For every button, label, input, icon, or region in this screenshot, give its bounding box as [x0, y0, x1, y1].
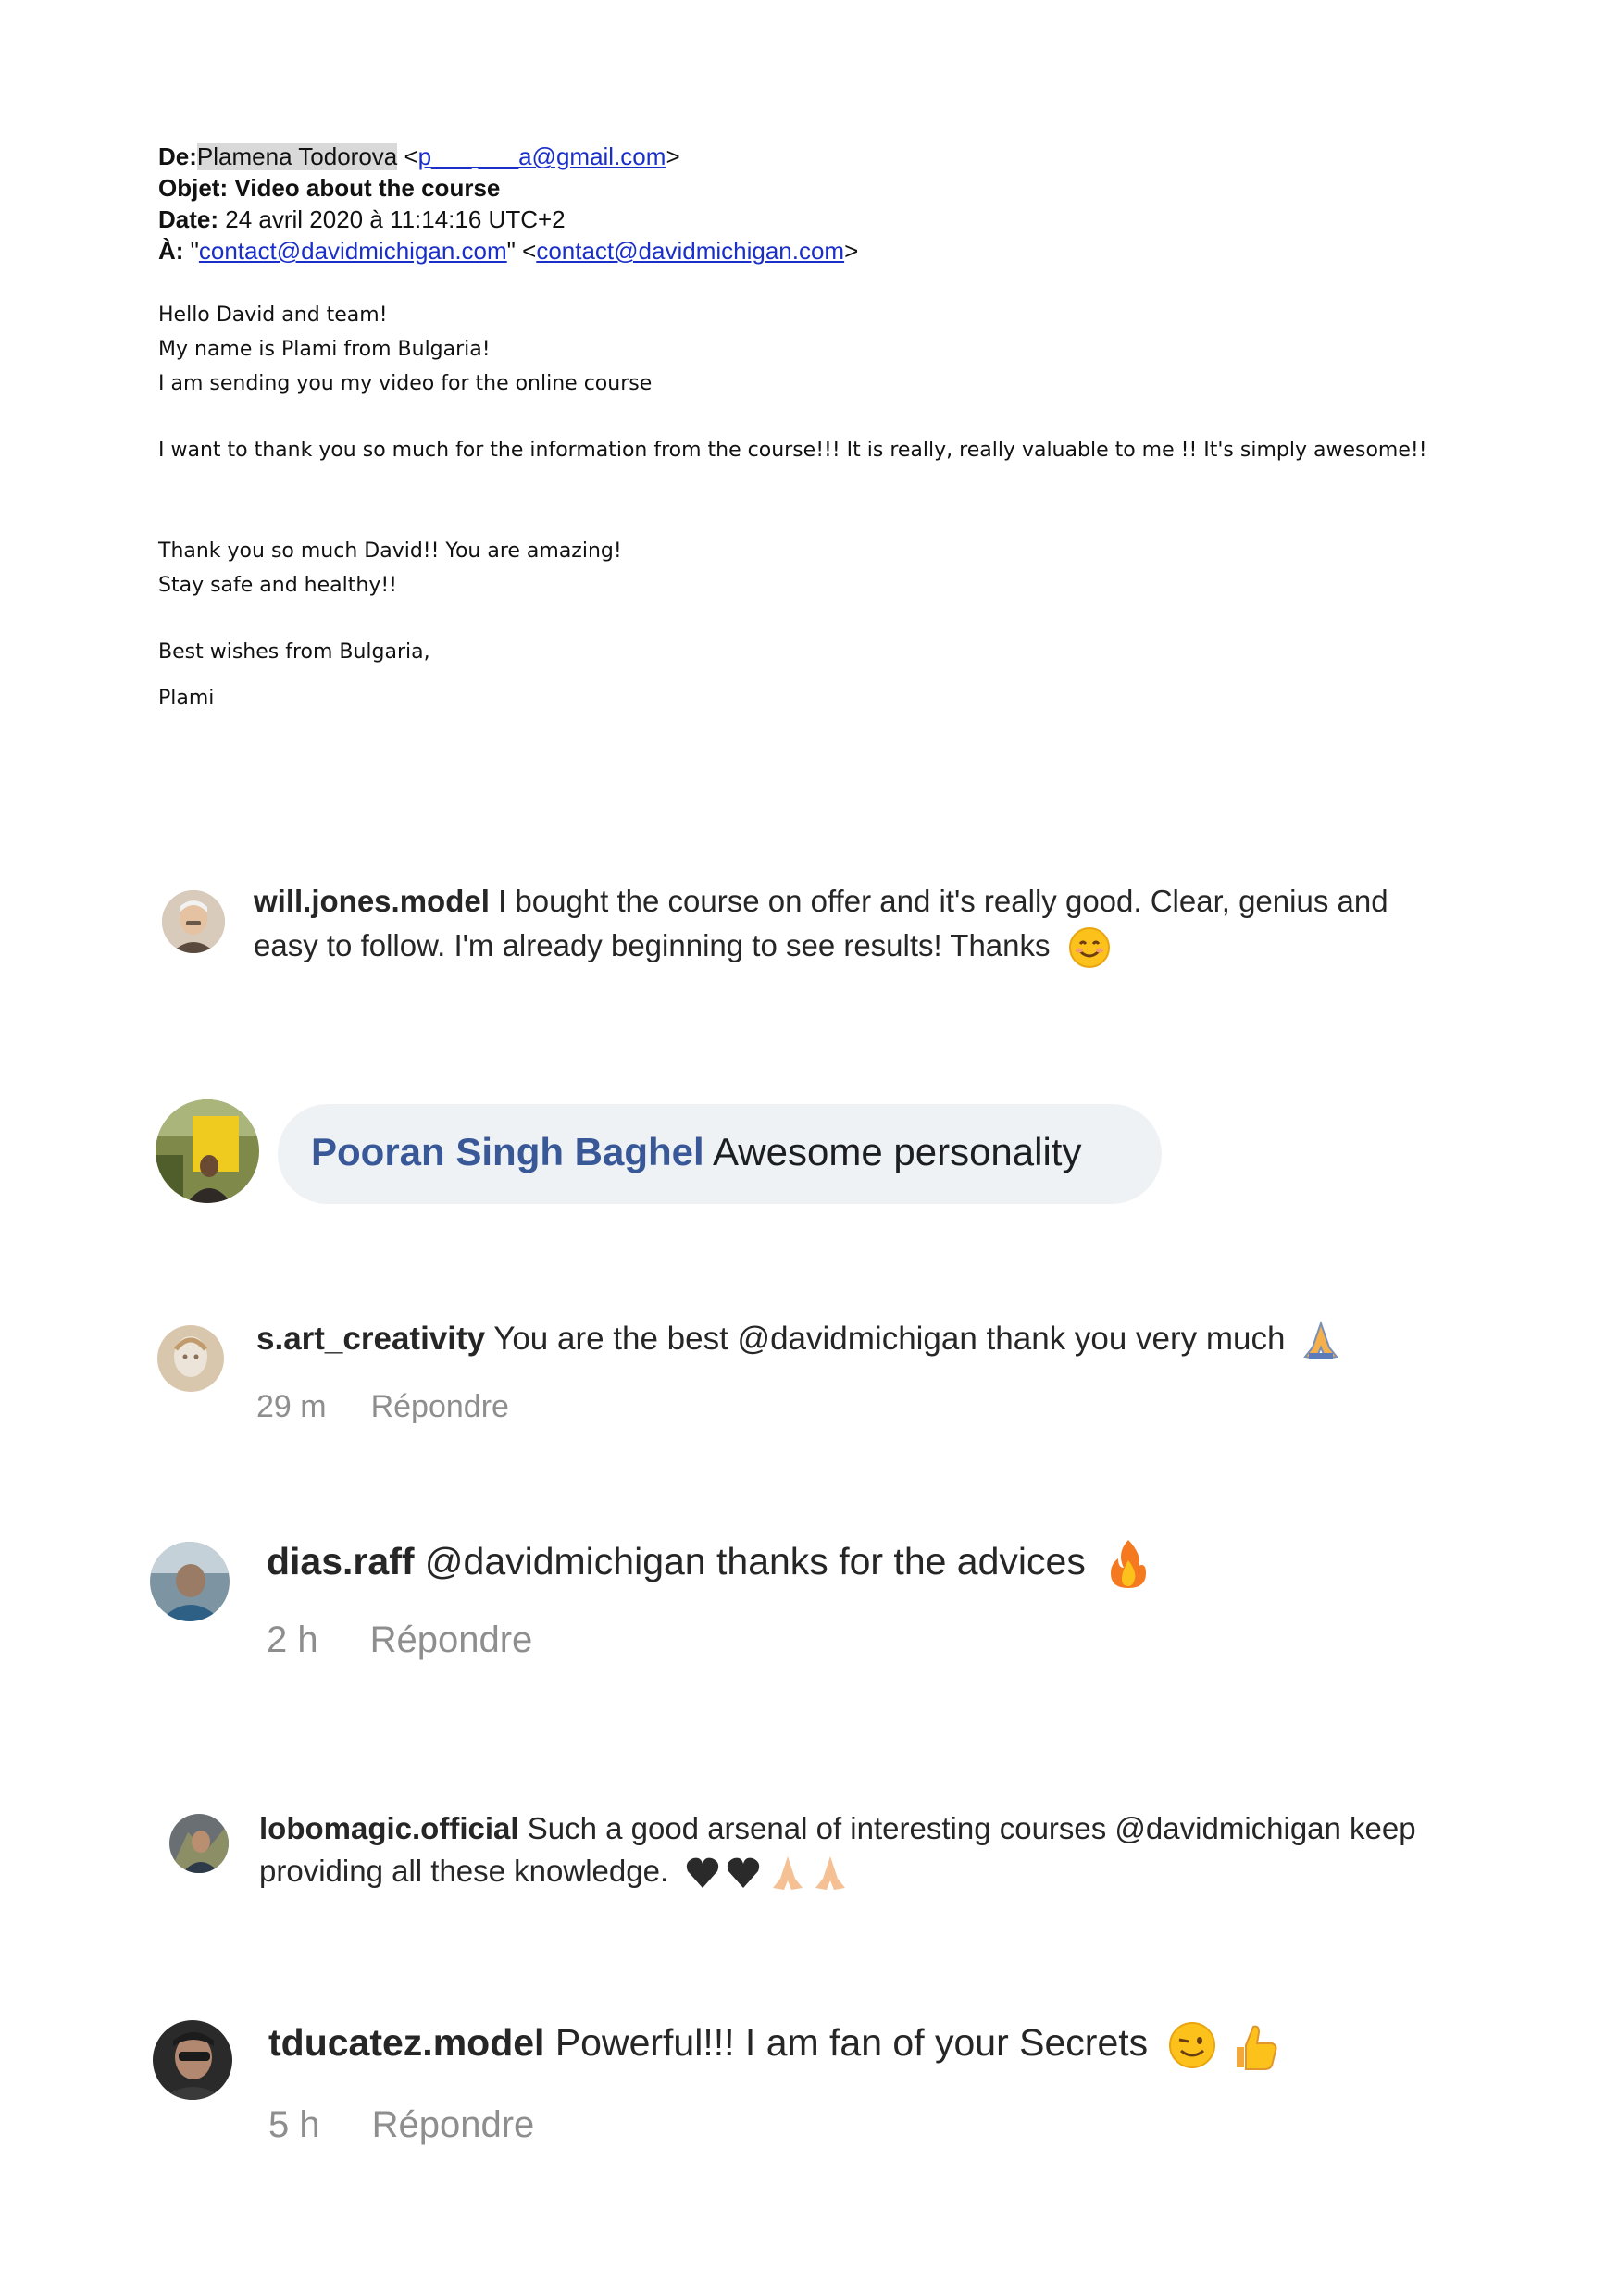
- email-from-row: [158, 141, 680, 172]
- email-body-line: Hello David and team!: [158, 304, 388, 327]
- hearts-and-folded-hands-icon: [684, 1853, 860, 1893]
- reply-button[interactable]: Répondre: [370, 1389, 509, 1424]
- recipient-name-link[interactable]: contact@davidmichigan.com: [198, 237, 507, 265]
- comment-text: @davidmichigan thanks for the advices: [414, 1540, 1086, 1582]
- user-photo-icon: [162, 890, 225, 953]
- user-photo-icon: [157, 1325, 224, 1392]
- reply-button[interactable]: Répondre: [369, 1620, 533, 1660]
- email-body-line: Best wishes from Bulgaria,: [158, 640, 430, 664]
- comment-text: providing all these knowledge.: [259, 1854, 669, 1888]
- comment-text: Powerful!!! I am fan of your Secrets: [544, 2021, 1149, 2064]
- comment-text: Such a good arsenal of interesting courses @davidmichigan keep: [518, 1811, 1416, 1845]
- smiling-face-icon: [1068, 926, 1111, 969]
- to-quote-close: " <: [506, 237, 537, 265]
- avatar[interactable]: [169, 1814, 229, 1873]
- comment-text: easy to follow. I'm already beginning to see results! Thanks: [254, 928, 1051, 962]
- email-subject-row: [158, 172, 500, 204]
- to-label: À:: [158, 237, 184, 265]
- fire-icon: [1105, 1538, 1151, 1590]
- comment-username[interactable]: lobomagic.official: [259, 1811, 519, 1845]
- to-quote-open: ": [183, 237, 199, 265]
- comment-username[interactable]: dias.raff: [267, 1540, 415, 1582]
- avatar[interactable]: [157, 1325, 224, 1392]
- avatar[interactable]: [153, 2020, 232, 2100]
- from-label: De:: [158, 143, 197, 170]
- folded-hands-icon: [1300, 1320, 1342, 1362]
- comment-username[interactable]: will.jones.model: [254, 884, 490, 918]
- email-date: 24 avril 2020 à 11:14:16 UTC+2: [225, 205, 566, 233]
- comment-username[interactable]: Pooran Singh Baghel: [311, 1130, 704, 1173]
- subject-label: Objet:: [158, 174, 229, 202]
- user-photo-icon: [169, 1814, 229, 1873]
- winking-face-and-thumbs-up-icon: [1168, 2019, 1279, 2071]
- from-bracket-close: >: [666, 143, 680, 170]
- comment-username[interactable]: tducatez.model: [268, 2021, 545, 2064]
- email-signature: Plami: [158, 687, 215, 710]
- email-date-row: [158, 204, 566, 235]
- user-photo-icon: [150, 1542, 230, 1621]
- date-label: Date:: [158, 205, 219, 233]
- to-bracket-close: >: [844, 237, 859, 265]
- avatar[interactable]: [156, 1099, 259, 1203]
- email-subject: Video about the course: [234, 174, 501, 202]
- sender-name: Plamena Todorova: [196, 143, 398, 170]
- email-body-line: I want to thank you so much for the information from the course!!! It is really, really valuable to me !! It's simply awesome!!: [158, 439, 1427, 462]
- email-body-line: I am sending you my video for the online course: [158, 372, 653, 395]
- avatar[interactable]: [162, 890, 225, 953]
- user-photo-icon: [156, 1099, 259, 1203]
- email-body-line: Stay safe and healthy!!: [158, 574, 397, 597]
- comment-username[interactable]: s.art_creativity: [256, 1321, 486, 1357]
- email-to-row: [158, 235, 858, 267]
- recipient-email-link[interactable]: contact@davidmichigan.com: [536, 237, 845, 265]
- comment-timestamp: 5 h: [268, 2104, 320, 2145]
- comment-text: Awesome personality: [703, 1130, 1082, 1173]
- avatar[interactable]: [150, 1542, 230, 1621]
- reply-button[interactable]: Répondre: [371, 2104, 535, 2145]
- comment-timestamp: 29 m: [256, 1389, 327, 1424]
- email-body-line: My name is Plami from Bulgaria!: [158, 338, 491, 361]
- email-body-line: Thank you so much David!! You are amazing!: [158, 540, 622, 563]
- comment-timestamp: 2 h: [267, 1620, 318, 1660]
- from-bracket-open: <: [397, 143, 418, 170]
- comment-text: You are the best @davidmichigan thank you very much: [485, 1321, 1286, 1357]
- user-photo-icon: [153, 2020, 232, 2100]
- sender-email-link[interactable]: p___ ___a@gmail.com: [417, 143, 666, 170]
- comment-text: I bought the course on offer and it's really good. Clear, genius and: [489, 884, 1388, 918]
